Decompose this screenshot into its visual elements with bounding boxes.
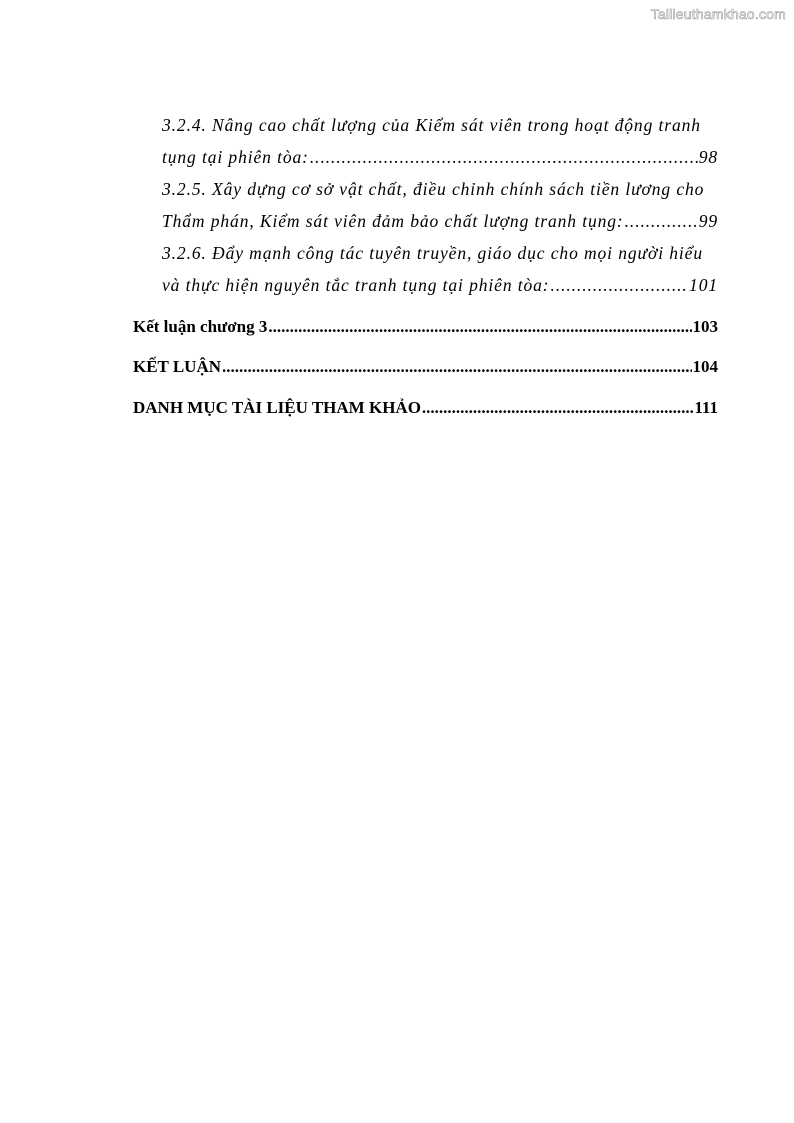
toc-entry-text: Thẩm phán, Kiểm sát viên đảm bảo chất lượng tranh tụng: xyxy=(162,211,624,231)
toc-entry-text: Kết luận chương 3 xyxy=(133,317,268,336)
toc-entry-text: DANH MỤC TÀI LIỆU THAM KHẢO xyxy=(133,398,421,417)
toc-page-number: 101 xyxy=(689,275,718,295)
toc-page-number: 99 xyxy=(698,211,718,231)
toc-entry-text: và thực hiện nguyên tắc tranh tụng tại phiên tòa: xyxy=(162,275,550,295)
toc-page-number: 103 xyxy=(692,317,718,336)
dot-leader xyxy=(310,146,698,168)
toc-entry-3-2-5-line2[interactable] xyxy=(162,210,718,232)
dot-leader xyxy=(222,356,691,378)
toc-entry-conclusion-chapter-3[interactable] xyxy=(133,316,718,338)
toc-entry-text: tụng tại phiên tòa: xyxy=(162,147,309,167)
dot-leader xyxy=(268,316,691,338)
toc-entry-3-2-4-line2[interactable] xyxy=(162,146,718,168)
toc-entry-3-2-4-line1[interactable]: 3.2.4. Nâng cao chất lượng của Kiểm sát viên trong hoạt động tranh xyxy=(162,115,701,135)
dot-leader xyxy=(625,210,698,232)
toc-entry-3-2-6-line1[interactable]: 3.2.6. Đẩy mạnh công tác tuyên truyền, giáo dục cho mọi người hiểu xyxy=(162,243,703,263)
toc-entry-3-2-5-line1[interactable]: 3.2.5. Xây dựng cơ sở vật chất, điều chỉnh chính sách tiền lương cho xyxy=(162,179,705,199)
watermark: Tailieuthamkhao.com xyxy=(650,6,786,22)
toc-entry-conclusion[interactable] xyxy=(133,356,718,378)
dot-leader xyxy=(551,274,689,296)
toc-page-number: 104 xyxy=(692,357,718,376)
toc-entry-text: KẾT LUẬN xyxy=(133,357,222,376)
toc-page-number: 111 xyxy=(694,398,718,417)
toc-entry-references[interactable] xyxy=(133,397,718,419)
toc-entry-3-2-6-line2[interactable] xyxy=(162,274,718,296)
dot-leader xyxy=(422,397,693,419)
toc-page-number: 98 xyxy=(698,147,718,167)
